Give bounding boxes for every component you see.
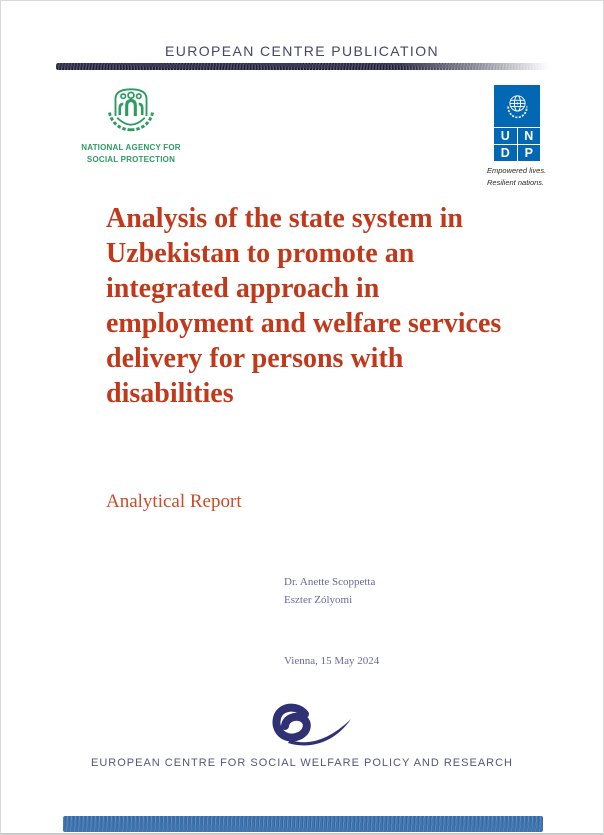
nasp-logo xyxy=(77,85,185,165)
report-title xyxy=(106,201,566,411)
undp-letters-row-1 xyxy=(494,128,540,144)
undp-logo xyxy=(494,85,540,161)
bottom-accent-bar xyxy=(63,816,543,832)
un-emblem-icon xyxy=(494,85,540,127)
dateline: Vienna, 15 May 2024 xyxy=(284,655,380,667)
title-line: Analysis of the state system in xyxy=(106,203,463,234)
author-block xyxy=(284,574,375,609)
nasp-label xyxy=(77,142,185,165)
undp-letter-p: P xyxy=(518,145,541,161)
undp-letters-row-2 xyxy=(494,145,540,161)
title-line: integrated approach in xyxy=(106,273,380,304)
title-line: disabilities xyxy=(106,378,234,409)
top-rule-bar xyxy=(56,63,548,70)
undp-letter-d: D xyxy=(494,145,517,161)
title-line: employment and welfare services xyxy=(106,308,502,339)
european-centre-swoosh-icon xyxy=(267,702,355,750)
footer-org-label: EUROPEAN CENTRE FOR SOCIAL WELFARE POLICY AND RESEARCH xyxy=(91,757,513,769)
title-line: Uzbekistan to promote an xyxy=(106,238,415,269)
report-subtitle: Analytical Report xyxy=(106,491,242,512)
nasp-label-line2: SOCIAL PROTECTION xyxy=(86,154,176,164)
undp-letter-n: N xyxy=(518,128,541,144)
undp-tagline-line1: Empowered lives. xyxy=(487,166,547,175)
publication-header-label: EUROPEAN CENTRE PUBLICATION xyxy=(164,43,440,59)
author-line-1: Dr. Anette Scoppetta xyxy=(284,576,376,588)
undp-tagline-line2: Resilient nations. xyxy=(487,177,545,187)
undp-letter-u: U xyxy=(494,128,517,144)
undp-tagline xyxy=(487,165,557,188)
nasp-label-line1: NATIONAL AGENCY FOR xyxy=(81,143,181,152)
nasp-emblem-icon xyxy=(105,85,157,135)
title-line: delivery for persons with xyxy=(106,343,404,374)
author-line-2: Eszter Zólyomi xyxy=(284,593,353,606)
